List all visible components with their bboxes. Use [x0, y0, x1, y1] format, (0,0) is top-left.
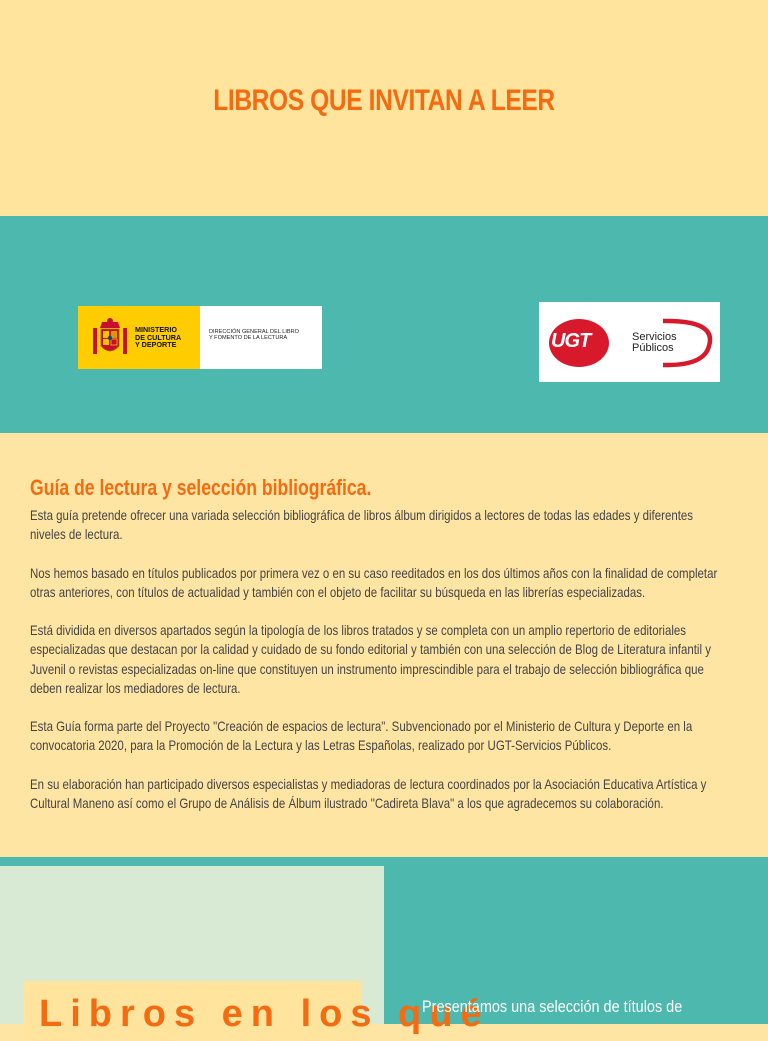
guide-paragraph-2: Nos hemos basado en títulos publicados por primera vez o en su caso reeditados en los dos últimos años con la finalidad de completar otras anteriores, con títulos de actualidad y también con el objeto de facilitar su búsqueda en las librerías especializadas. — [30, 564, 718, 600]
guide-body — [30, 506, 727, 832]
ugt-logo — [539, 302, 720, 382]
ministerio-name-line2: DE CULTURA — [135, 332, 182, 342]
ugt-brand-text: UGT — [551, 330, 591, 352]
ugt-servicios-publicos — [632, 332, 677, 354]
ministerio-name — [135, 326, 181, 349]
coat-of-arms-icon — [90, 316, 130, 360]
guide-paragraph-3: Está dividida en diversos apartados según la tipología de los libros tratados y se completa con un amplio repertorio de editoriales especializadas que destacan por la calidad y cuidado de su fondo editorial y también con una selección de Blog de Literatura infantil y Juvenil o revistas especializadas on-line que constituyen un instrumento imprescindible para el trabajo de selección bibliográfica que deben realizar los mediadores de lectura. — [30, 622, 711, 696]
ministerio-logo-panel — [78, 306, 200, 369]
page-title: LIBROS QUE INVITAN A LEER — [213, 84, 555, 117]
ministerio-name-line1: MINISTERIO — [135, 325, 177, 335]
direccion-general-line1: DIRECCIÓN GENERAL DEL LIBRO — [209, 329, 300, 335]
hero-section — [0, 0, 768, 216]
ministerio-name-line3: Y DEPORTE — [135, 340, 177, 350]
guide-paragraph-4: Esta Guía forma parte del Proyecto "Creación de espacios de lectura". Subvencionado por el Ministerio de Cultura y Deporte en la convocatoria 2020, para la Promoción de la Lectura y las Letras Españolas, realizado por UGT-Servicios Públicos. — [30, 718, 693, 754]
guide-paragraph-1: Esta guía pretende ofrecer una variada selección bibliográfica de libros álbum dirigidos a lectores de todas las edades y diferentes niveles de lectura. — [30, 507, 694, 543]
section-intro-text: Presentamos una selección de títulos de — [422, 997, 683, 1016]
direccion-general-name — [200, 306, 319, 369]
ugt-text-line2: Públicos — [632, 342, 674, 354]
guide-paragraph-5: En su elaboración han participado diversos especialistas y mediadoras de lectura coordinados por la Asociación Educativa Artística y Cultural Maneno así como el Grupo de Análisis de Álbum ilustrado "Cadireta Blava" a los que agradecemos su colaboración. — [30, 775, 707, 811]
bottom-section — [0, 857, 768, 1035]
direccion-general-line2: Y FOMENTO DE LA LECTURA — [209, 335, 288, 342]
ministerio-logo — [78, 306, 322, 369]
section-title-card — [23, 981, 490, 1041]
logos-section — [0, 216, 768, 433]
intro-section — [0, 433, 768, 857]
guide-heading: Guía de lectura y selección bibliográfica. — [30, 475, 372, 500]
ugt-text-line1: Servicios — [632, 331, 677, 343]
section-title-partial: Libros en los qué — [39, 993, 490, 1035]
